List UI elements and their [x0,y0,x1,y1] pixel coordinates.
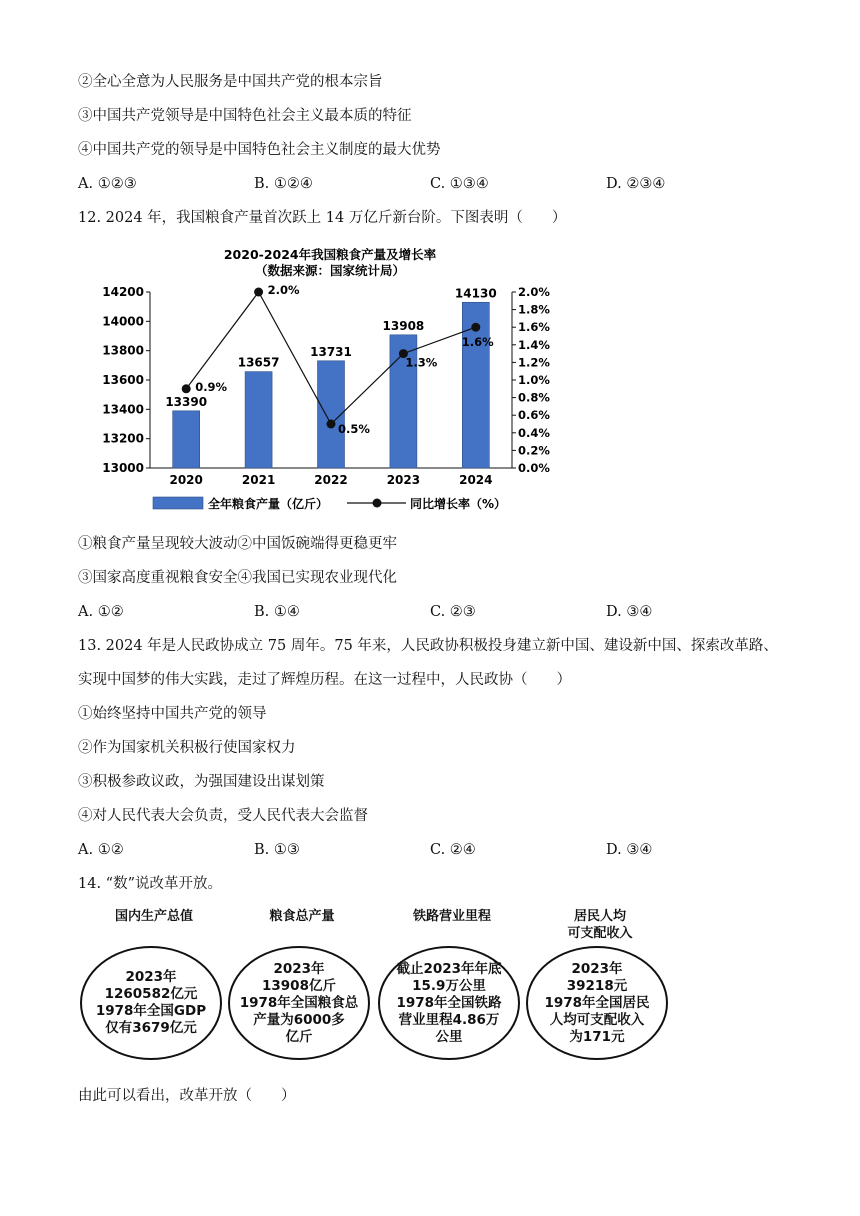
right-axis-tick-label: 1.2% [518,355,550,370]
bar-2021 [245,372,272,468]
q11-item-4: ④中国共产党的领导是中国特色社会主义制度的最大优势 [78,142,441,158]
railway-title: 铁路营业里程 [412,909,491,924]
income-circle [526,946,668,1060]
legend-line-marker [373,499,382,508]
gdp-circle [80,946,222,1060]
q13-option-a[interactable]: A. ①② [78,842,124,858]
q12-option-a[interactable]: A. ①② [78,604,124,620]
railway-circle [378,946,520,1060]
chart-subtitle: （数据来源：国家统计局） [254,263,406,278]
q12-item-1-2: ①粮食产量呈现较大波动②中国饭碗端得更稳更牢 [78,536,397,552]
q11-option-a[interactable]: A. ①②③ [78,176,137,192]
grain-title: 粮食总产量 [269,909,335,924]
right-axis-tick-label: 1.8% [518,302,550,317]
q13-item-4: ④对人民代表大会负责，受人民代表大会监督 [78,808,368,824]
growth-rate-point [254,288,263,297]
q13-item-3: ③积极参政议政，为强国建设出谋划策 [78,774,325,790]
right-axis-tick-label: 2.0% [518,285,550,299]
growth-rate-label: 1.6% [461,335,494,350]
left-axis-tick-label: 14200 [102,285,144,299]
q13-option-c[interactable]: C. ②④ [430,842,476,858]
q13-option-b[interactable]: B. ①③ [254,842,300,858]
gdp-text: 2023年 1260582亿元 1978年全国GDP 仅有3679亿元 [95,969,207,1036]
grain-panel [228,908,376,1045]
right-axis-tick-label: 1.4% [518,337,550,352]
left-axis-tick-label: 13800 [102,343,144,358]
q12-stem: 12. 2024 年，我国粮食产量首次跃上 14 万亿斤新台阶。下图表明（ ） [78,210,567,226]
left-axis-tick-label: 13200 [102,431,144,446]
bar-value-label: 13657 [237,355,280,370]
income-panel [526,908,674,1045]
bar-2020 [173,411,200,468]
left-axis-tick-label: 14000 [102,314,144,329]
x-tick-label: 2023 [386,473,421,487]
right-axis-tick-label: 0.2% [518,443,550,458]
chart-title: 2020-2024年我国粮食产量及增长率 [223,247,437,262]
right-axis-tick-label: 1.0% [518,373,550,387]
right-axis-tick-label: 0.6% [518,408,550,423]
gdp-title: 国内生产总值 [114,909,193,924]
q13-stem-line-1: 13. 2024 年是人民政协成立 75 周年。75 年来，人民政协积极投身建立新中国、建设新中国、探索改革路、 [78,638,778,654]
x-tick-label: 2024 [459,473,493,487]
growth-rate-label: 0.5% [338,422,370,436]
q11-option-b[interactable]: B. ①②④ [254,176,313,192]
q11-item-3: ③中国共产党领导是中国特色社会主义最本质的特征 [78,108,412,124]
right-axis-tick-label: 0.0% [518,461,550,475]
x-tick-label: 2022 [314,473,348,487]
bar-value-label: 13731 [310,344,352,359]
growth-rate-point [327,420,336,429]
right-axis-tick-label: 0.8% [518,390,550,405]
legend-bar-swatch [153,497,203,509]
q11-item-2: ②全心全意为人民服务是中国共产党的根本宗旨 [78,74,383,90]
legend-bar-label: 全年粮食产量（亿斤） [208,497,329,511]
grain-output-chart [100,240,560,518]
railway-panel [378,908,526,1045]
right-axis-tick-label: 0.4% [518,425,550,440]
q13-stem-line-2: 实现中国梦的伟大实践，走过了辉煌历程。在这一过程中，人民政协（ ） [78,672,571,688]
growth-rate-point [182,384,191,393]
x-tick-label: 2020 [169,473,203,487]
railway-text: 截止2023年年底 15.9万公里 1978年全国铁路 营业里程4.86万 公里 [396,960,502,1045]
growth-rate-label: 2.0% [267,283,300,297]
income-text: 2023年 39218元 1978年全国居民 人均可支配收入 为171元 [544,960,650,1045]
q12-option-d[interactable]: D. ③④ [606,604,653,620]
q14-stem: 14. “数”说改革开放。 [78,876,222,892]
left-axis-tick-label: 13000 [102,461,144,475]
growth-rate-label: 0.9% [195,379,228,394]
q14-after: 由此可以看出，改革开放（ ） [78,1088,296,1104]
legend-line-label: 同比增长率（%） [410,497,507,511]
bar-value-label: 13390 [165,394,208,409]
x-tick-label: 2021 [241,473,276,487]
q12-item-3-4: ③国家高度重视粮食安全④我国已实现农业现代化 [78,570,397,586]
q12-option-c[interactable]: C. ②③ [430,604,476,620]
q11-option-d[interactable]: D. ②③④ [606,176,666,192]
income-title: 居民人均 可支配收入 [567,909,633,941]
left-axis-tick-label: 13600 [102,373,144,387]
q13-item-1: ①始终坚持中国共产党的领导 [78,706,267,722]
bar-value-label: 14130 [454,286,497,301]
q11-option-c[interactable]: C. ①③④ [430,176,489,192]
left-axis-tick-label: 13400 [102,402,144,417]
right-axis-tick-label: 1.6% [518,320,550,335]
grain-text: 2023年 13908亿斤 1978年全国粮食总 产量为6000多 亿斤 [239,960,359,1045]
gdp-panel [80,908,228,1036]
growth-rate-label: 1.3% [405,355,438,370]
grain-circle [228,946,370,1060]
growth-rate-point [471,323,480,332]
bar-value-label: 13908 [382,318,425,333]
q13-item-2: ②作为国家机关积极行使国家权力 [78,740,296,756]
q12-option-b[interactable]: B. ①④ [254,604,300,620]
q13-option-d[interactable]: D. ③④ [606,842,653,858]
